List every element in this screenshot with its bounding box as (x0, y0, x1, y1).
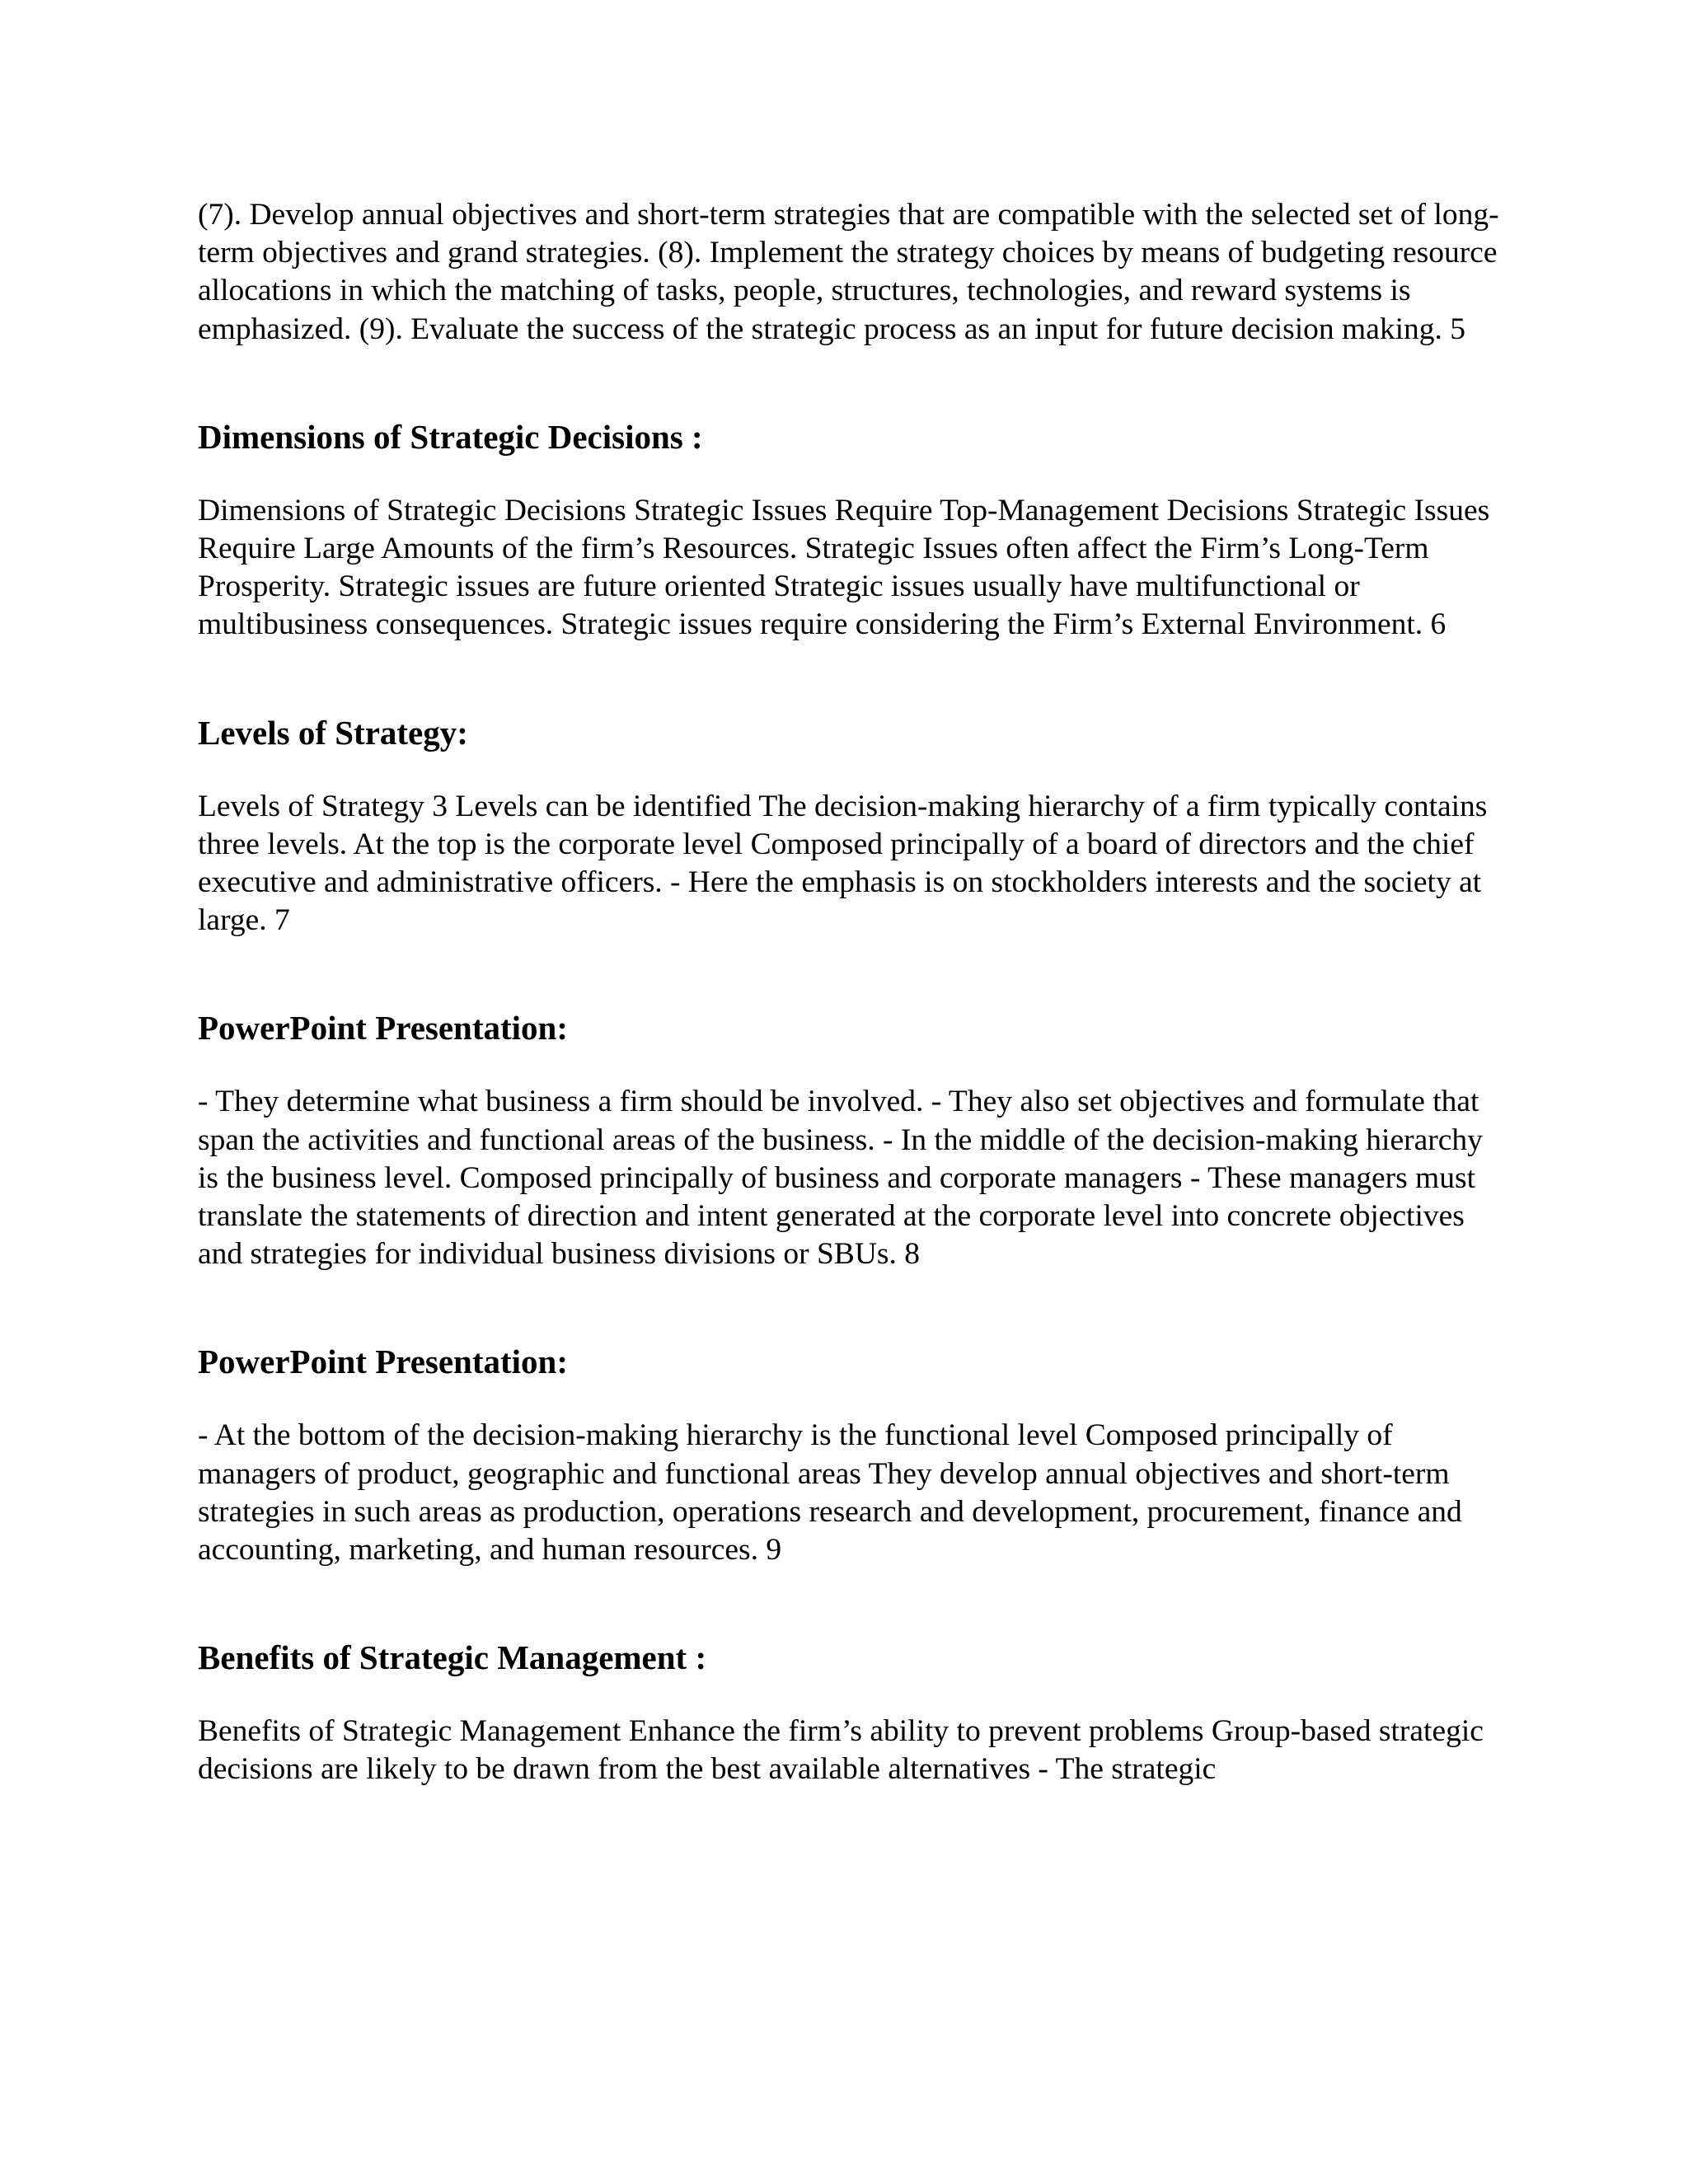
section-heading-powerpoint-2: PowerPoint Presentation: (198, 1343, 568, 1381)
section-heading-benefits: Benefits of Strategic Management : (198, 1638, 707, 1677)
section-body-dimensions: Dimensions of Strategic Decisions Strategic Issues Require Top-Management Decisions Strategic Issues Require Large Amounts of the firm’s Resources. Strategic Issues often affect the Firm’s Long-Term Prosperity. Strategic issues are future oriented Strategic issues usually have multifunctional or multibusiness consequences. Strategic issues require considering the Firm’s External Environment. 6 (198, 493, 1490, 642)
section-body-powerpoint-2: - At the bottom of the decision-making hierarchy is the functional level Composed principally of managers of product, geographic and functional areas They develop annual objectives and short-term strategies in such areas as production, operations research and development, procurement, finance and accounting, marketing, and human resources. 9 (198, 1418, 1462, 1568)
section-body-levels: Levels of Strategy 3 Levels can be identified The decision-making hierarchy of a firm typically contains three levels. At the top is the corporate level Composed principally of a board of directors and the chief executive and administrative officers. - Here the emphasis is on stockholders interests and the society at large. 7 (198, 789, 1488, 938)
section-heading-levels: Levels of Strategy: (198, 713, 468, 752)
intro-paragraph: (7). Develop annual objectives and short-term strategies that are compatible with the selected set of long-term objectives and grand strategies. (8). Implement the strategy choices by means of budgeting resource allocations in which the matching of tasks, people, structures, technologies, and reward systems is emphasized. (9). Evaluate the success of the strategic process as an input for future decision making. 5 (198, 198, 1499, 346)
document-page (198, 196, 1508, 1789)
section-heading-powerpoint-1: PowerPoint Presentation: (198, 1009, 568, 1047)
section-heading-dimensions: Dimensions of Strategic Decisions : (198, 417, 703, 456)
section-body-powerpoint-1: - They determine what business a firm should be involved. - They also set objectives and formulate that span the activities and functional areas of the business. - In the middle of the decision-making hierarchy is the business level. Composed principally of business and corporate managers - These managers must translate the statements of direction and intent generated at the corporate level into concrete objectives and strategies for individual business divisions or SBUs. 8 (198, 1085, 1483, 1272)
section-body-benefits: Benefits of Strategic Management Enhance the firm’s ability to prevent problems Group-based strategic decisions are likely to be drawn from the best available alternatives - The strategic (198, 1714, 1484, 1787)
